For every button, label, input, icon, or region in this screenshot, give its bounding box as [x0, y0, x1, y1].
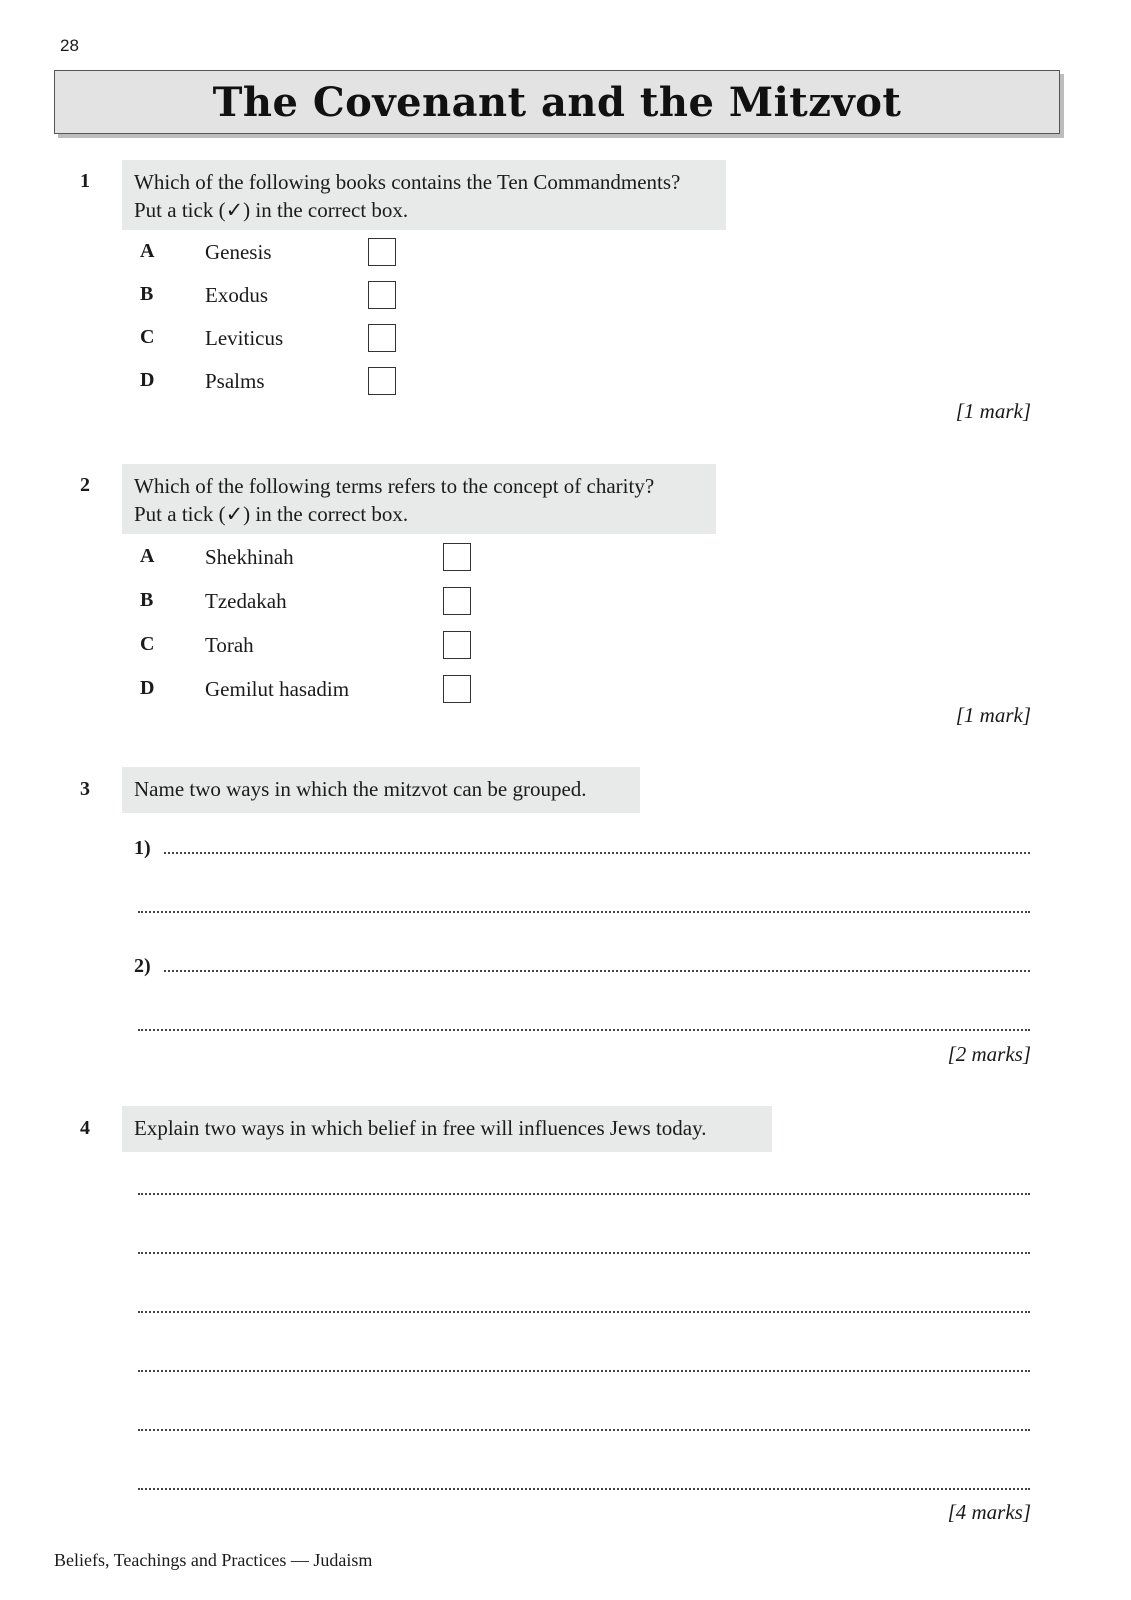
answer-label-1: 1) — [134, 837, 151, 859]
option-letter: A — [140, 545, 155, 567]
question-1-option-c-checkbox[interactable] — [368, 324, 396, 352]
answer-line[interactable] — [164, 970, 1030, 972]
answer-line[interactable] — [138, 1370, 1030, 1372]
answer-label-2: 2) — [134, 955, 151, 977]
question-2-number: 2 — [80, 474, 90, 496]
option-letter: D — [140, 677, 155, 699]
answer-line[interactable] — [138, 911, 1030, 913]
question-1-option-b — [140, 281, 560, 311]
answer-line[interactable] — [138, 1311, 1030, 1313]
question-1-option-a — [140, 238, 560, 268]
page-number: 28 — [60, 36, 79, 55]
question-2-option-a — [140, 543, 560, 573]
question-1-number: 1 — [80, 170, 90, 192]
option-text: Genesis — [205, 240, 272, 264]
question-1-option-d-checkbox[interactable] — [368, 367, 396, 395]
question-3-line-1: Name two ways in which the mitzvot can be grouped. — [134, 777, 587, 801]
question-2-line-2: Put a tick (✓) in the correct box. — [134, 502, 409, 526]
question-2-option-b — [140, 587, 560, 617]
option-text: Gemilut hasadim — [205, 677, 350, 701]
question-2-option-c — [140, 631, 560, 661]
question-2-option-a-checkbox[interactable] — [443, 543, 471, 571]
question-3-prompt — [122, 767, 640, 813]
question-1-option-a-checkbox[interactable] — [368, 238, 396, 266]
question-3-marks: [2 marks] — [947, 1042, 1031, 1066]
question-2-line-1: Which of the following terms refers to the concept of charity? — [134, 474, 655, 498]
question-2-option-b-checkbox[interactable] — [443, 587, 471, 615]
option-text: Psalms — [205, 369, 265, 393]
page-title: The Covenant and the Mitzvot — [212, 78, 902, 126]
question-1-marks: [1 mark] — [955, 399, 1031, 423]
option-text: Shekhinah — [205, 545, 294, 569]
question-4-number: 4 — [80, 1117, 90, 1139]
question-1-option-d — [140, 367, 560, 397]
option-text: Tzedakah — [205, 589, 287, 613]
option-text: Exodus — [205, 283, 268, 307]
question-3-number: 3 — [80, 778, 90, 800]
question-2-option-d-checkbox[interactable] — [443, 675, 471, 703]
question-4-marks: [4 marks] — [947, 1500, 1031, 1524]
option-text: Leviticus — [205, 326, 284, 350]
answer-line[interactable] — [138, 1252, 1030, 1254]
question-2-option-d — [140, 675, 560, 705]
option-letter: C — [140, 326, 155, 348]
title-banner — [54, 70, 1060, 134]
question-1-option-b-checkbox[interactable] — [368, 281, 396, 309]
answer-line[interactable] — [138, 1029, 1030, 1031]
option-letter: A — [140, 240, 155, 262]
answer-line[interactable] — [138, 1429, 1030, 1431]
option-letter: D — [140, 369, 155, 391]
question-2-option-c-checkbox[interactable] — [443, 631, 471, 659]
question-2-prompt — [122, 464, 716, 534]
option-letter: B — [140, 589, 154, 611]
option-text: Torah — [205, 633, 254, 657]
answer-line[interactable] — [138, 1193, 1030, 1195]
question-4-prompt — [122, 1106, 772, 1152]
question-1-line-1: Which of the following books contains the Ten Commandments? — [134, 170, 681, 194]
answer-line[interactable] — [138, 1488, 1030, 1490]
answer-line[interactable] — [164, 852, 1030, 854]
question-1-prompt — [122, 160, 726, 230]
option-letter: C — [140, 633, 155, 655]
option-letter: B — [140, 283, 154, 305]
question-1-option-c — [140, 324, 560, 354]
question-1-line-2: Put a tick (✓) in the correct box. — [134, 198, 409, 222]
question-2-marks: [1 mark] — [955, 703, 1031, 727]
question-4-line-1: Explain two ways in which belief in free will influences Jews today. — [134, 1116, 707, 1140]
page-footer: Beliefs, Teachings and Practices — Judaism — [54, 1550, 373, 1570]
